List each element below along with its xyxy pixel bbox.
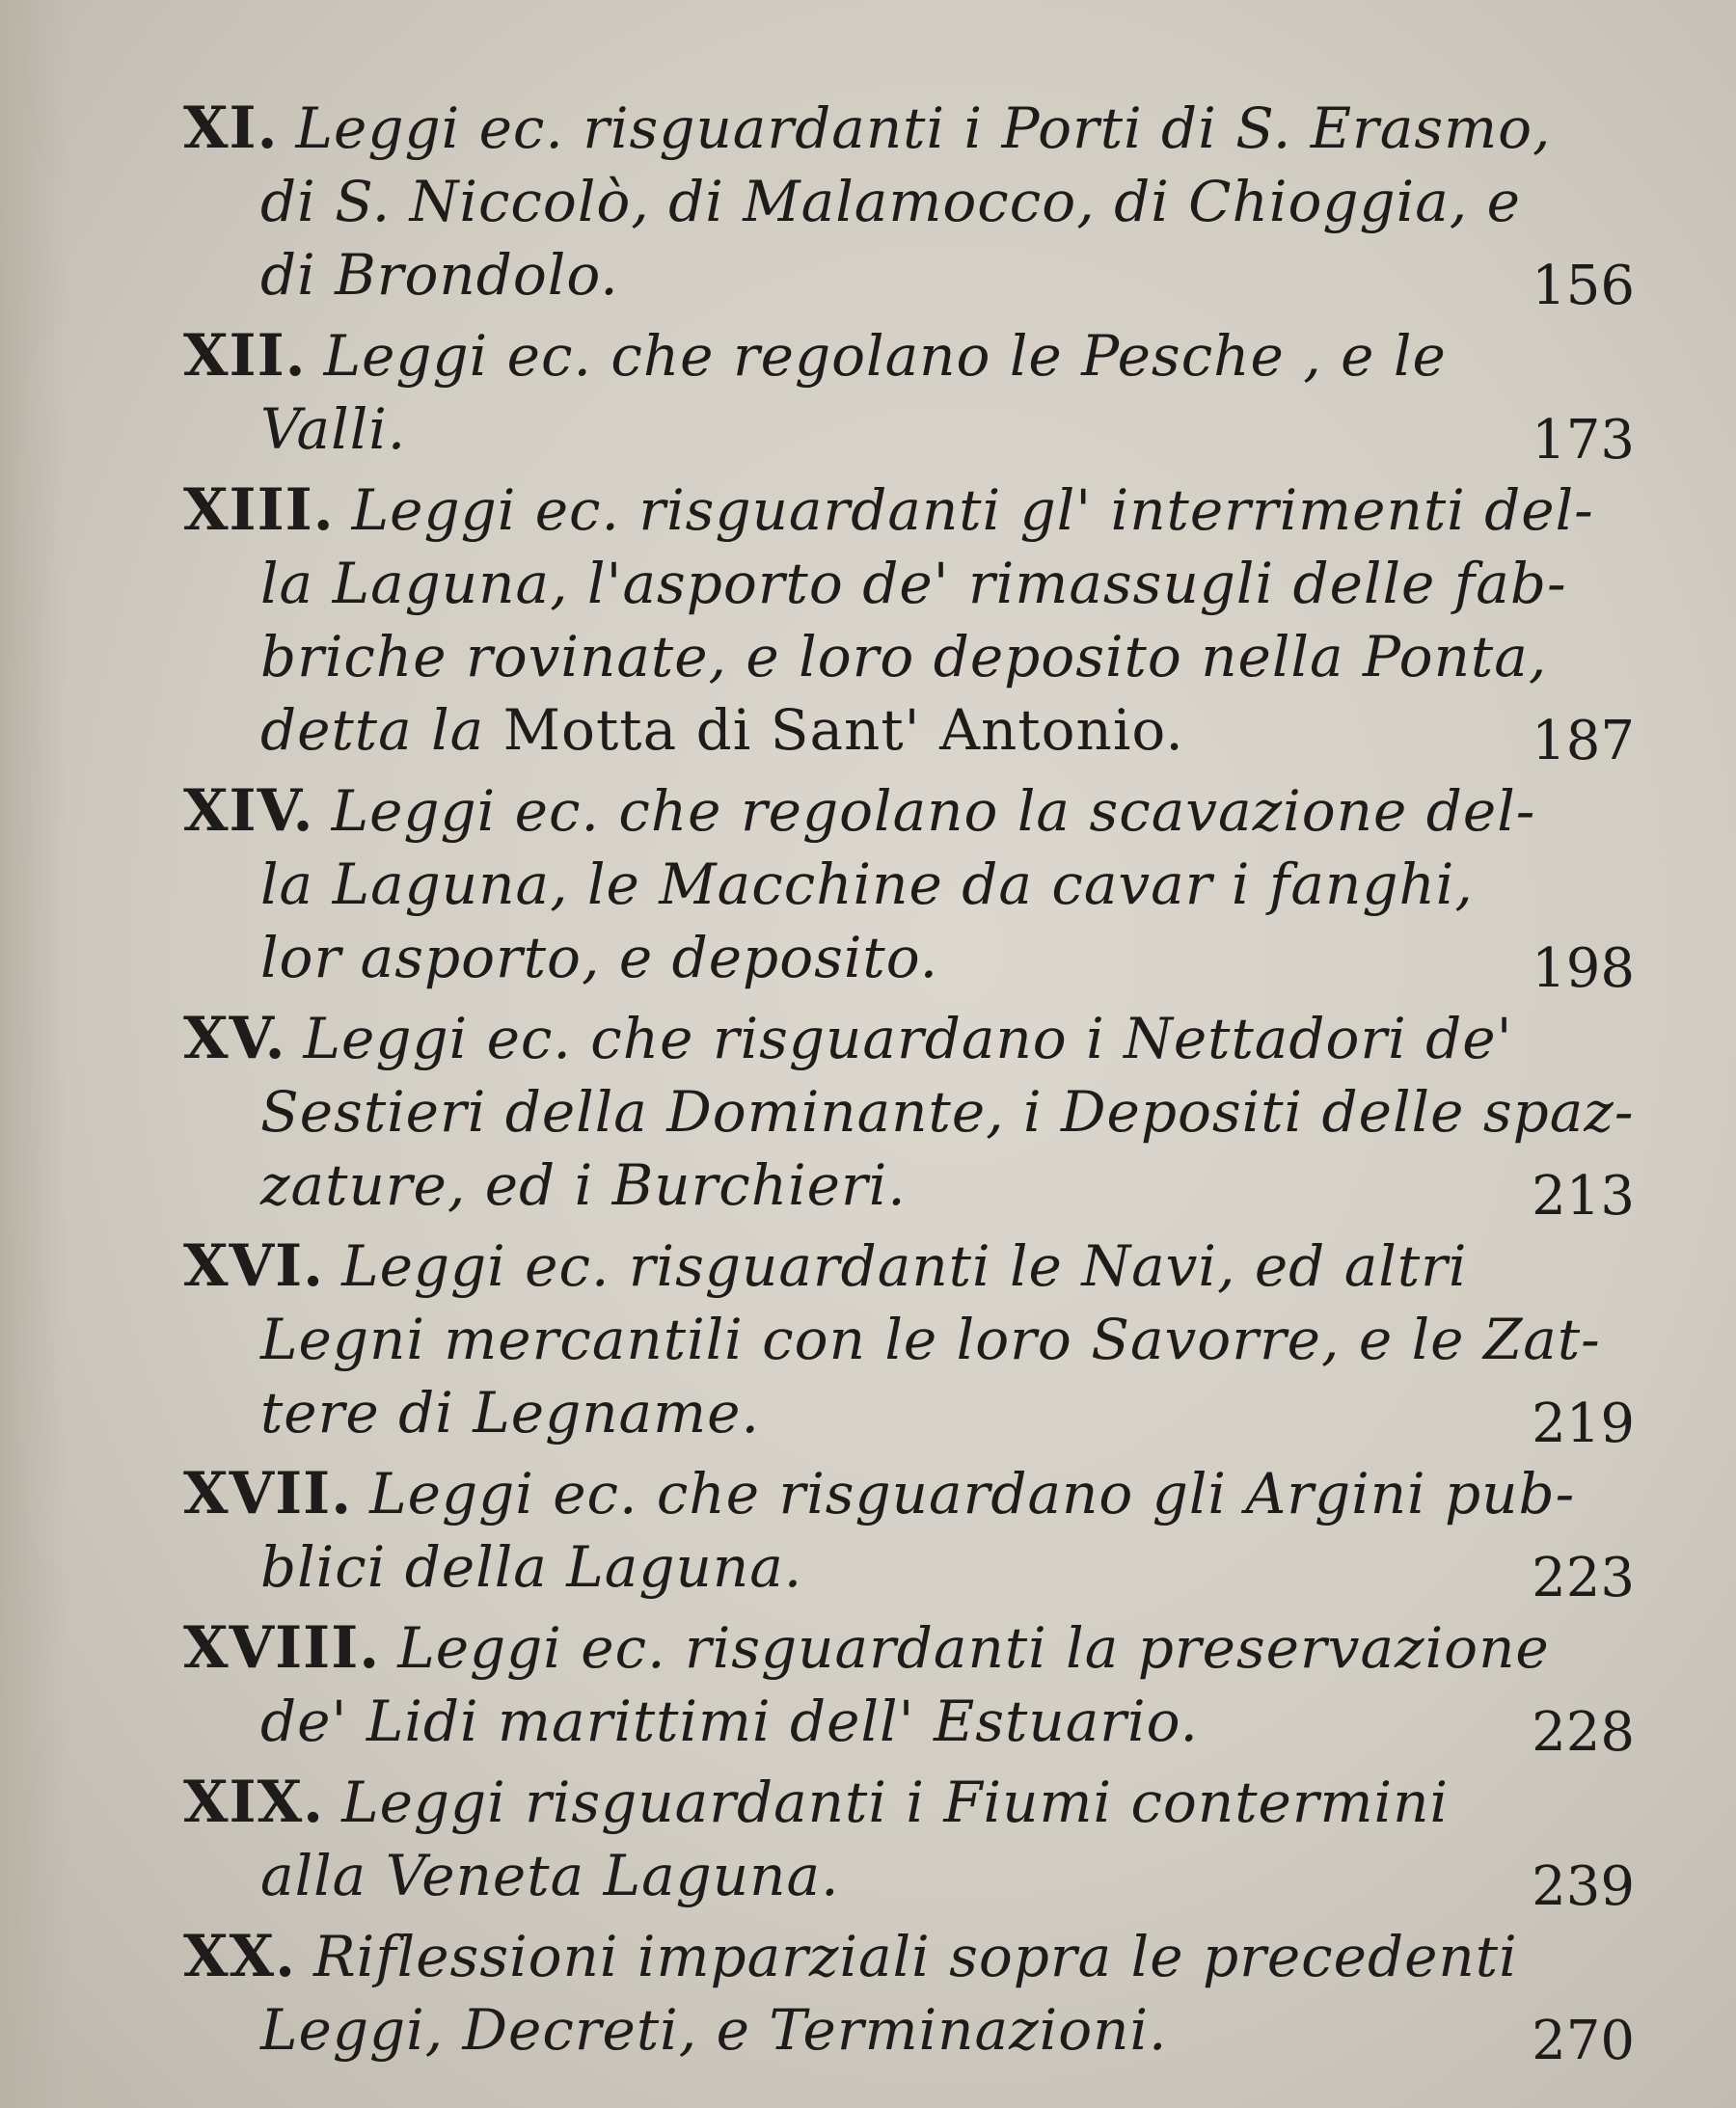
- entry-numeral: XI.: [183, 95, 279, 162]
- entry-text-line: tere di Legname.: [260, 1380, 760, 1446]
- entry-numeral: XIX.: [183, 1769, 325, 1836]
- entry-text-line: Leggi ec. risguardanti la preservazione: [397, 1615, 1550, 1681]
- entry-text-line: la Laguna, le Macchine da cavar i fanghi,: [260, 851, 1474, 917]
- entry-text-line: Leggi ec. che risguardano gli Argini pub-: [369, 1461, 1576, 1527]
- entry-text-line: la Laguna, l'asporto de' rimassugli delle fab-: [260, 551, 1567, 616]
- table-of-contents: [183, 92, 1644, 2074]
- entry-text-line: Leggi ec. che regolano le Pesche , e le: [323, 323, 1447, 389]
- entry-numeral: XVIII.: [183, 1614, 381, 1682]
- entry-text-line: detta la: [260, 697, 503, 763]
- entry-roman-text: Motta di Sant' Antonio.: [502, 697, 1184, 763]
- page-number: 270: [1532, 2010, 1635, 2072]
- toc-entry-xvii: [183, 1457, 1644, 1609]
- entry-text-line: blici della Laguna.: [260, 1534, 803, 1600]
- page-number: 173: [1532, 409, 1635, 472]
- entry-text-line: briche rovinate, e loro deposito nella Ponta,: [260, 624, 1548, 689]
- toc-entry-xviii: [183, 1611, 1644, 1764]
- entry-text-line: Leggi ec. risguardanti i Porti di S. Erasmo,: [295, 95, 1552, 161]
- toc-entry-xv: [183, 1002, 1644, 1228]
- toc-entry-xiii: [183, 473, 1644, 772]
- page-number: 219: [1532, 1392, 1635, 1455]
- entry-text-line: Valli.: [260, 396, 407, 462]
- entry-text-line: Leggi ec. che regolano la scavazione del-: [331, 778, 1536, 844]
- entry-numeral: XII.: [183, 322, 307, 390]
- page-number: 213: [1532, 1165, 1635, 1228]
- entry-text-line: di Brondolo.: [260, 242, 619, 308]
- toc-entry-xi: [183, 92, 1644, 317]
- toc-entry-xii: [183, 319, 1644, 472]
- entry-text-line: Leggi ec. risguardanti gl' interrimenti del-: [351, 477, 1594, 543]
- page-number: 223: [1532, 1547, 1635, 1609]
- entry-numeral: XIV.: [183, 777, 314, 845]
- entry-numeral: XIII.: [183, 476, 335, 544]
- entry-text-line: Riflessioni imparziali sopra le precedenti: [313, 1924, 1518, 1989]
- entry-numeral: XVII.: [183, 1460, 353, 1527]
- entry-numeral: XX.: [183, 1923, 296, 1990]
- entry-text-line: Sestieri della Dominante, i Depositi delle spaz-: [260, 1079, 1635, 1145]
- entry-text-line: alla Veneta Laguna.: [260, 1843, 840, 1908]
- page-number: 156: [1532, 255, 1635, 317]
- entry-text-line: Leggi risguardanti i Fiumi contermini: [341, 1770, 1450, 1835]
- entry-text-line: Leggi, Decreti, e Terminazioni.: [260, 1997, 1168, 2063]
- page-number: 198: [1532, 937, 1635, 1000]
- entry-text-line: de' Lidi marittimi dell' Estuario.: [260, 1689, 1199, 1754]
- page-number: 228: [1532, 1701, 1635, 1764]
- entry-text-line: zature, ed i Burchieri.: [260, 1152, 907, 1218]
- entry-numeral: XV.: [183, 1005, 286, 1072]
- toc-entry-xvi: [183, 1230, 1644, 1455]
- entry-numeral: XVI.: [183, 1232, 325, 1300]
- toc-entry-xx: [183, 1920, 1644, 2072]
- page-number: 187: [1532, 710, 1635, 772]
- toc-entry-xix: [183, 1766, 1644, 1918]
- entry-text-line: Leggi ec. risguardanti le Navi, ed altri: [341, 1233, 1468, 1299]
- entry-text-line: di S. Niccolò, di Malamocco, di Chioggia, e: [260, 169, 1521, 234]
- entry-text-line: Legni mercantili con le loro Savorre, e le Zat-: [260, 1307, 1601, 1372]
- page-number: 239: [1532, 1855, 1635, 1918]
- entry-text-line: Leggi ec. che risguardano i Nettadori de': [303, 1006, 1513, 1071]
- toc-entry-xiv: [183, 774, 1644, 1000]
- entry-text-line: lor asporto, e deposito.: [260, 925, 939, 990]
